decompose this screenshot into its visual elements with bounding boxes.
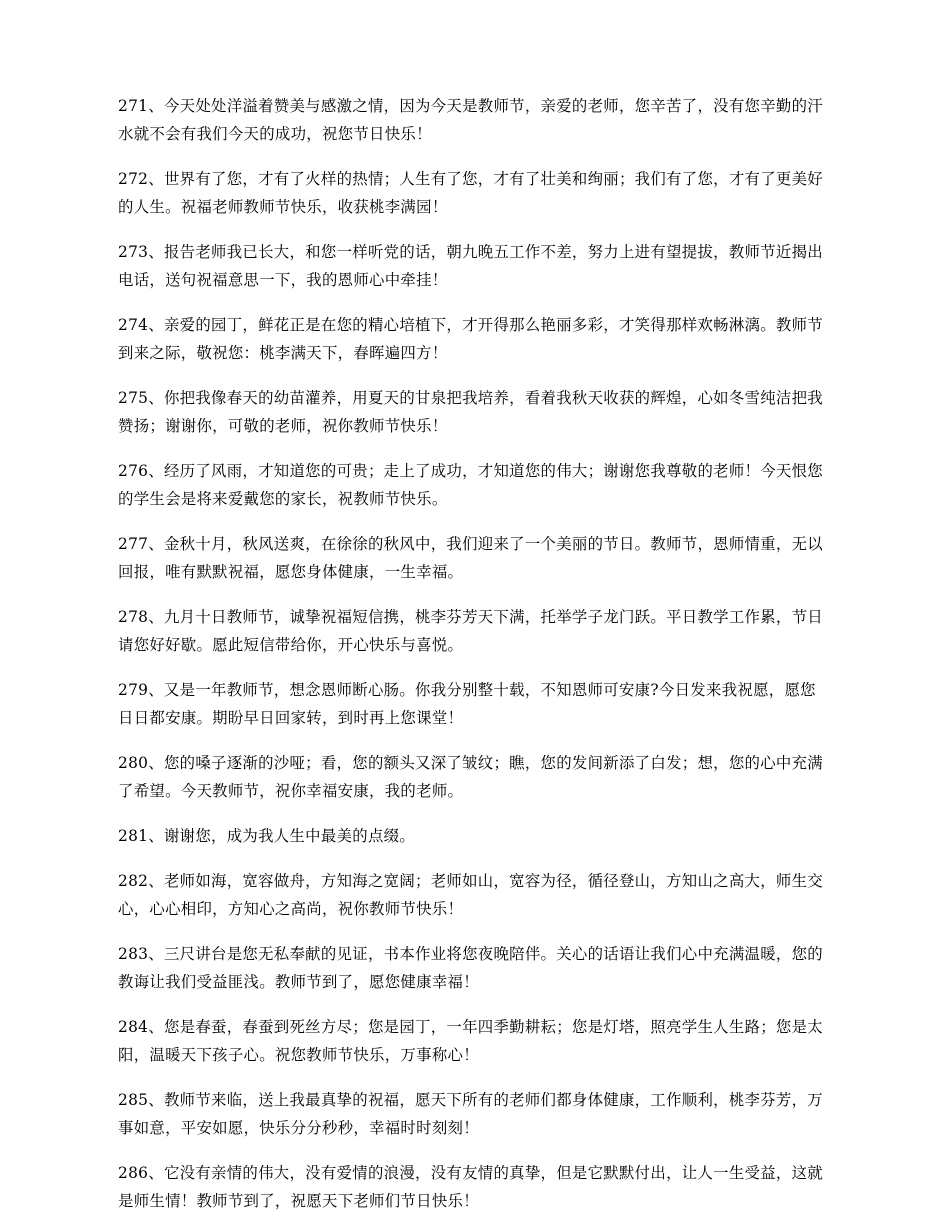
paragraph-273: 273、报告老师我已长大，和您一样听党的话，朝九晚五工作不差，努力上进有望提拔，教师节近揭出电话，送句祝福意思一下，我的恩师心中牵挂！ — [118, 243, 823, 289]
paragraph-279: 279、又是一年教师节，想念恩师断心肠。你我分别整十载，不知恩师可安康?今日发来我祝愿，愿您日日都安康。期盼早日回家转，到时再上您课堂！ — [118, 681, 816, 727]
paragraph-282: 282、老师如海，宽容做舟，方知海之宽阔；老师如山，宽容为径，循径登山，方知山之高大，师生交心，心心相印，方知心之高尚，祝你教师节快乐！ — [118, 872, 823, 918]
paragraph-283: 283、三尺讲台是您无私奉献的见证，书本作业将您夜晚陪伴。关心的话语让我们心中充满温暖，您的教诲让我们受益匪浅。教师节到了，愿您健康幸福！ — [118, 945, 823, 991]
paragraph-278: 278、九月十日教师节，诚挚祝福短信携，桃李芬芳天下满，托举学子龙门跃。平日教学工作累，节日请您好好歇。愿此短信带给你，开心快乐与喜悦。 — [118, 608, 823, 654]
paragraph-272: 272、世界有了您，才有了火样的热情；人生有了您，才有了壮美和绚丽；我们有了您，才有了更美好的人生。祝福老师教师节快乐，收获桃李满园！ — [118, 170, 823, 216]
paragraph-284: 284、您是春蚕，春蚕到死丝方尽；您是园丁，一年四季勤耕耘；您是灯塔，照亮学生人生路；您是太阳，温暖天下孩子心。祝您教师节快乐，万事称心！ — [118, 1018, 823, 1064]
paragraph-280: 280、您的嗓子逐渐的沙哑；看，您的额头又深了皱纹；瞧，您的发间新添了白发；想，您的心中充满了希望。今天教师节，祝你幸福安康，我的老师。 — [118, 754, 823, 800]
paragraph-276: 276、经历了风雨，才知道您的可贵；走上了成功，才知道您的伟大；谢谢您我尊敬的老师！今天恨您的学生会是将来爱戴您的家长，祝教师节快乐。 — [118, 462, 823, 508]
paragraph-274: 274、亲爱的园丁，鲜花正是在您的精心培植下，才开得那么艳丽多彩，才笑得那样欢畅淋漓。教师节到来之际，敬祝您：桃李满天下，春晖遍四方！ — [118, 316, 823, 362]
document-body — [118, 92, 830, 1232]
paragraph-281: 281、谢谢您，成为我人生中最美的点缀。 — [118, 827, 416, 845]
paragraph-285: 285、教师节来临，送上我最真挚的祝福，愿天下所有的老师们都身体健康，工作顺利，桃李芬芳，万事如意，平安如愿，快乐分分秒秒，幸福时时刻刻！ — [118, 1091, 823, 1137]
paragraph-275: 275、你把我像春天的幼苗灌养，用夏天的甘泉把我培养，看着我秋天收获的辉煌，心如冬雪纯洁把我赞扬；谢谢你，可敬的老师，祝你教师节快乐！ — [118, 389, 823, 435]
paragraph-286: 286、它没有亲情的伟大，没有爱情的浪漫，没有友情的真挚，但是它默默付出，让人一生受益，这就是师生情！教师节到了，祝愿天下老师们节日快乐！ — [118, 1164, 823, 1210]
paragraph-271: 271、今天处处洋溢着赞美与感激之情，因为今天是教师节，亲爱的老师，您辛苦了，没有您辛勤的汗水就不会有我们今天的成功，祝您节日快乐！ — [118, 97, 823, 143]
paragraph-277: 277、金秋十月，秋风送爽，在徐徐的秋风中，我们迎来了一个美丽的节日。教师节，恩师情重，无以回报，唯有默默祝福，愿您身体健康，一生幸福。 — [118, 535, 823, 581]
